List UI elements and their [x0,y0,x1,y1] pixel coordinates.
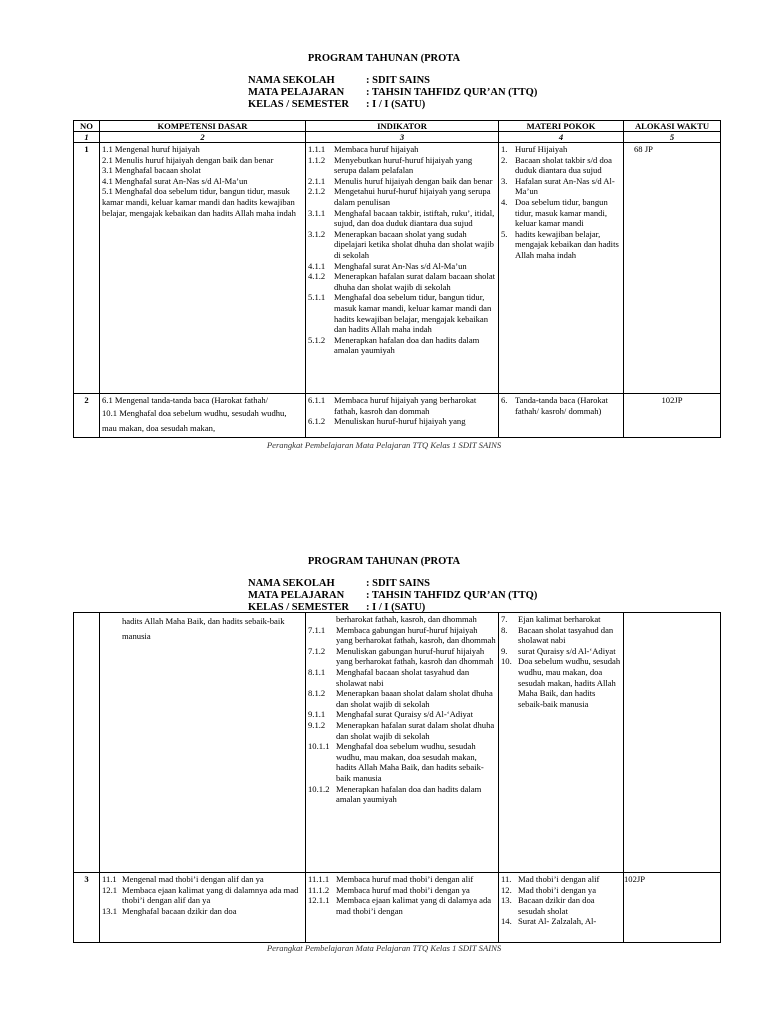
page2-meta [248,578,537,614]
indikator-item: 8.1.1 Menghafal bacaan sholat tasyahud dan sholawat nabi [308,666,470,688]
indikator-item: 9.1.1 Menghafal surat Quraisy s/d Al-‘Adiyat [308,709,473,720]
header-kd: KOMPETENSI DASAR [100,121,306,132]
indikator-item: 12.1.1 Membaca ejaan kalimat yang di dalamya ada mad thobi’i dengan [308,895,492,916]
indikator-item: 7.1.1 Membaca gabungan huruf-huruf hijaiyah yang berharokat fathah, kasroh, dan dhommah [308,624,496,646]
header-materi: MATERI POKOK [499,121,624,132]
materi-item: 10. Doa sebelum wudhu, sesudah wudhu, mau makan, doa sesudah makan, hadits Allah Maha Baik, dan hadits sebaik-baik manusia [501,656,621,709]
indikator-item: 2.1.1 Menulis huruf hijaiyah dengan baik dan benar [308,175,493,186]
meta-class: KELAS / SEMESTER : I / I (SATU) [248,602,426,613]
indikator-item: 6.1.2 Menuliskan huruf-huruf hijaiyah yang [308,416,466,427]
header-number-row [74,132,721,143]
indikator-item: 1.1.1 Membaca huruf hijaiyah [308,144,419,154]
meta-school: NAMA SEKOLAH : SDIT SAINS [248,75,430,86]
kd-item: 5.1 Menghafal doa sebelum tidur, bangun tidur, masuk kamar mandi, keluar kamar mandi dan hadits kewajiban belajar, mengajak kebaikan dan hadits Allah maha indah [102,186,296,218]
header-row [74,121,721,132]
materi-item: 13. Bacaan dzikir dan doa sesudah sholat [501,895,595,916]
materi-item: 1. Huruf Hijaiyah [501,144,568,154]
alokasi-cell [624,613,721,873]
materi-cell [499,394,624,438]
kd-cell [100,394,306,438]
indikator-item: 2.1.2 Mengetahui huruf-huruf hijaiyah yang serupa dalam penulisan [308,186,491,207]
prota-table-page2 [73,612,721,943]
indikator-item: 5.1.1 Menghafal doa sebelum tidur, bangun tidur, masuk kamar mandi, keluar kamar mandi dan hadits kewajiban belajar, mengajak kebaikan dan hadits Allah maha indah [308,292,492,335]
indikator-item: 9.1.2 Menerapkan hafalan surat dalam sholat dhuha dan sholat wajib di sekolah [308,719,495,741]
row-no: 2 [74,394,100,438]
page1-footer: Perangkat Pembelajaran Mata Pelajaran TTQ Kelas 1 SDIT SAINS [266,440,502,450]
alokasi-cell: 68 JP [624,143,721,394]
materi-item: 5. hadits kewajiban belajar, mengajak kebaikan dan hadits Allah maha indah [501,228,619,260]
row-no: 3 [74,873,100,943]
kd-item: 3.1 Menghafal bacaan sholat [102,165,201,176]
header-num-4: 4 [499,132,624,143]
indikator-cell [306,394,499,438]
header-num-3: 3 [306,132,499,143]
meta-subject: MATA PELAJARAN : TAHSIN TAHFIDZ QUR’AN (TTQ) [248,87,538,98]
indikator-cell [306,143,499,394]
indikator-item: 11.1.2 Membaca huruf mad thobi’i dengan ya [308,884,470,895]
table-row [74,143,721,394]
prota-table-page1 [73,120,721,438]
materi-item: 7. Ejan kalimat berharokat [501,614,601,624]
indikator-item: 3.1.1 Menghafal bacaan takbir, istiftah, ruku’, itidal, sujud, dan doa duduk diantara dua sujud [308,207,495,229]
materi-item: 2. Bacaan sholat takbir s/d doa duduk diantara dua sujud [501,154,612,176]
header-alokasi: ALOKASI WAKTU [624,121,721,132]
indikator-item: 10.1.1 Menghafal doa sebelum wudhu, sesudah wudhu, mau makan, doa sesudah makan, hadits Allah Maha Baik, dan hadits sebaik-baik manusia [308,741,484,783]
table-row [74,873,721,943]
indikator-item: 5.1.2 Menerapkan hafalan doa dan hadits dalam amalan yaumiyah [308,334,480,356]
indikator-cell [306,613,499,873]
indikator-item: 7.1.2 Menuliskan gabungan huruf-huruf hijaiyah yang berharokat fathah, kasroh dan dhommah [308,645,494,667]
table-row [74,613,721,873]
materi-item: 3. Hafalan surat An-Nas s/d Al-Ma’un [501,175,615,197]
header-indikator: INDIKATOR [306,121,499,132]
page1-title: PROGRAM TAHUNAN (PROTA [307,53,461,64]
alokasi-cell: 102JP [624,394,721,438]
header-num-1: 1 [74,132,100,143]
indikator-item: 4.1.1 Menghafal surat An-Nas s/d Al-Ma’un [308,260,467,271]
meta-subject: MATA PELAJARAN : TAHSIN TAHFIDZ QUR’AN (TTQ) [248,590,538,601]
page2-title: PROGRAM TAHUNAN (PROTA [307,556,461,567]
materi-cell [499,143,624,394]
header-no: NO [74,121,100,132]
row-no: 1 [74,143,100,394]
materi-item: 6. Tanda-tanda baca (Harokat fathah/ kasroh/ dommah) [501,395,608,416]
materi-item: 8. Bacaan sholat tasyahud dan sholawat nabi [501,624,614,646]
materi-item: 14. Surat Al- Zalzalah, Al- [501,916,597,927]
materi-cell [499,873,624,943]
page1-meta [248,75,537,111]
kd-item: 10.1 Menghafal doa sebelum wudhu, sesudah wudhu, mau makan, doa sesudah makan, [102,407,287,433]
indikator-item: 8.1.2 Menerapkan baaan sholat dalam sholat dhuha dan sholat wajib di sekolah [308,688,493,709]
indikator-item: 4.1.2 Menerapkan hafalan surat dalam bacaan sholat dhuha dan sholat wajib di sekolah [308,271,496,292]
header-num-5: 5 [624,132,721,143]
materi-item: 12. Mad thobi’i dengan ya [501,884,597,895]
indikator-item: 10.1.2 Menerapkan hafalan doa dan hadits dalam amalan yaumiyah [308,783,482,805]
materi-cell [499,613,624,873]
kd-item: 11.1 Mengenal mad thobi’i dengan alif dan ya [102,874,264,884]
header-num-2: 2 [100,132,306,143]
meta-class: KELAS / SEMESTER : I / I (SATU) [248,99,426,110]
page2-footer: Perangkat Pembelajaran Mata Pelajaran TTQ Kelas 1 SDIT SAINS [266,943,502,953]
indikator-item: 6.1.1 Membaca huruf hijaiyah yang berharokat fathah, kasroh dan dommah [308,395,477,416]
meta-school: NAMA SEKOLAH : SDIT SAINS [248,578,430,589]
kd-item: 13.1 Menghafal bacaan dzikir dan doa [102,905,237,916]
materi-item: 4. Doa sebelum tidur, bangun tidur, masuk kamar mandi, keluar kamar mandi [501,196,608,229]
materi-item: 9. surat Quraisy s/d Al-‘Adiyat [501,645,616,656]
indikator-item: 1.1.2 Menyebutkan huruf-huruf hijaiyah yang serupa dalam pelafalan [308,154,473,176]
materi-item: 11. Mad thobi’i dengan alif [501,874,600,884]
kd-item: 2.1 Menulis huruf hijaiyah dengan baik dan benar [102,154,274,165]
indikator-item: berharokat fathah, kasroh, dan dhommah [336,614,477,624]
kd-cell [100,873,306,943]
indikator-item: 3.1.2 Menerapkan bacaan sholat yang sudah dipelajari ketika sholat dhuha dan sholat wajib di sekolah [308,228,494,260]
kd-cell [100,143,306,394]
table-row [74,394,721,438]
kd-item: 4.1 Menghafal surat An-Nas s/d Al-Ma’un [102,175,248,186]
row-no [74,613,100,873]
indikator-item: 11.1.1 Membaca huruf mad thobi’i dengan alif [308,874,474,884]
kd-item: 6.1 Mengenal tanda-tanda baca (Harokat fathah/ [102,395,269,405]
alokasi-cell: 102JP [624,873,721,943]
kd-item: 1.1 Mengenal huruf hijaiyah [102,144,200,154]
indikator-cell [306,873,499,943]
kd-cell [100,613,306,873]
kd-item: 12.1 Membaca ejaan kalimat yang di dalamnya ada mad thobi’i dengan alif dan ya [102,884,299,906]
kd-item: hadits Allah Maha Baik, dan hadits sebaik-baik manusia [122,616,285,641]
